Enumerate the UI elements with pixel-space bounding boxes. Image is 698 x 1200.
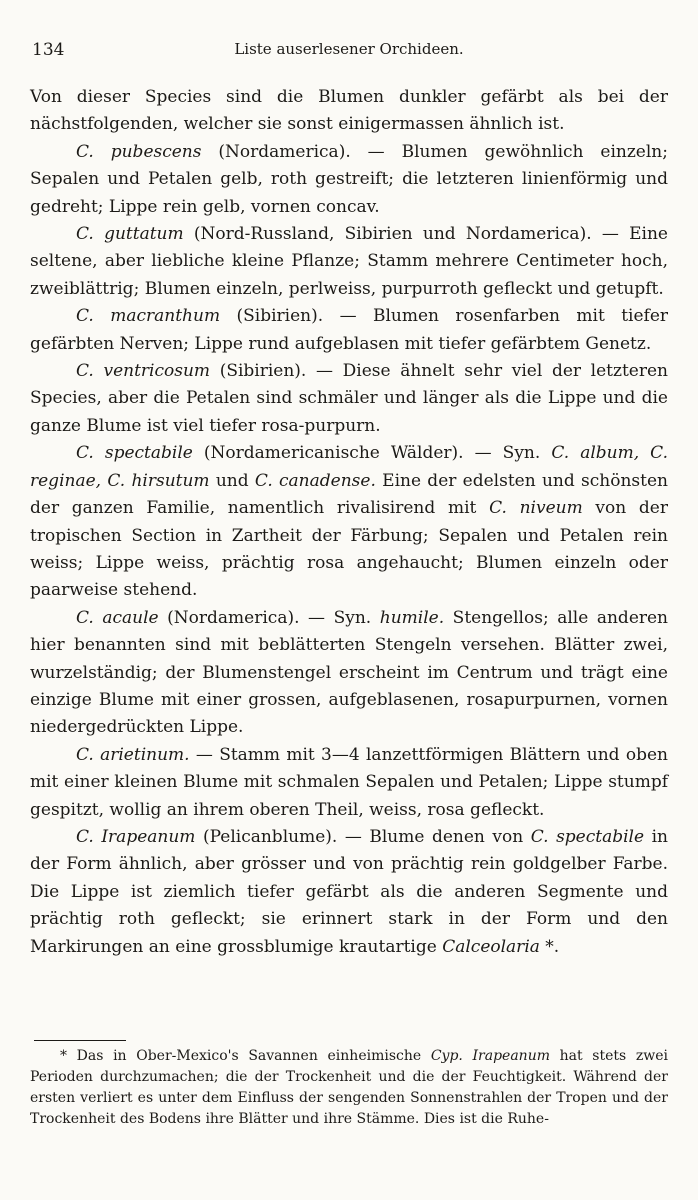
species-entry <box>30 824 668 961</box>
text-span: von der tropischen Section in Zartheit der Färbung; Sepalen und Petalen rein weiss; Lippe weiss, prächtig rosa angehaucht; Blumen einzeln oder paarweise stehend. <box>30 498 668 601</box>
text-span: (Pelicanblume). — Blume denen von <box>195 826 531 847</box>
synonym-names: C. album, C. reginae, C. hirsutum <box>30 443 668 491</box>
paragraph <box>30 84 668 139</box>
text-span: in der Form ähnlich, aber grösser und von prächtig rein goldgelber Farbe. Die Lippe ist ziemlich tiefer gefärbt als die anderen Segmente und prächtig roth gefleckt; sie erinnert stark in der Form und den Markirungen an eine grossblumige krautartige <box>30 826 668 957</box>
text-span: und <box>209 470 255 491</box>
footnote-text <box>30 1046 668 1130</box>
species-name: C. arietinum. <box>76 744 190 765</box>
species-name: C. guttatum <box>76 224 184 245</box>
species-name: C. pubescens <box>76 141 202 162</box>
species-entry <box>30 358 668 440</box>
species-name: C. spectabile <box>76 443 193 464</box>
footnote <box>30 1046 668 1130</box>
text-span: — Stamm mit 3—4 lanzettförmigen Blättern und oben mit einer kleinen Blume mit schmalen Sepalen und Petalen; Lippe stumpf gespitzt, wollig an ihrem oberen Theil, weiss, rosa gefleckt. <box>30 744 668 820</box>
text-span: (Sibirien). — Diese ähnelt sehr viel der letzteren Species, aber die Petalen sind schmäler und länger als die Lippe und die ganze Blume ist viel tiefer rosa-purpurn. <box>30 361 668 436</box>
species-entry <box>30 139 668 221</box>
species-name: C. Irapeanum <box>76 826 196 847</box>
species-entry <box>30 440 668 604</box>
species-reference: C. niveum <box>489 498 583 519</box>
species-entry <box>30 303 668 358</box>
species-name: C. macranthum <box>76 306 221 327</box>
text-span: Von dieser Species sind die Blumen dunkler gefärbt als bei der nächstfolgenden, welcher sie sonst einigermassen ähnlich ist. <box>30 87 668 135</box>
genus-reference: Calceolaria <box>442 936 540 957</box>
text-span: (Nord-Russland, Sibirien und Nordamerica). — Eine seltene, aber liebliche kleine Pflanze; Stamm mehrere Centimeter hoch, zweiblättrig; Blumen einzeln, perlweiss, purpurroth gefleckt und getupft. <box>30 224 668 299</box>
species-entry <box>30 605 668 742</box>
species-reference: Cyp. Irapeanum <box>430 1048 550 1064</box>
page-header <box>32 40 666 64</box>
species-name: C. ventricosum <box>76 361 211 382</box>
species-entry <box>30 221 668 303</box>
text-span: Eine der edelsten und schönsten der ganzen Familie, namentlich rivalisirend mit <box>30 470 669 519</box>
species-name: C. acaule <box>76 607 159 628</box>
text-span: Stengellos; alle anderen hier benannten sind mit beblätterten Stengeln versehen. Blätter zwei, wurzelständig; der Blumenstengel erscheint im Centrum und trägt eine einzige Blume mit einer grossen, aufgeblasenen, rosapurpurnen, vornen niedergedrückten Lippe. <box>30 607 669 738</box>
synonym-names: humile. <box>379 607 445 628</box>
species-entry <box>30 742 668 824</box>
text-span: (Nordamerica). — Syn. <box>158 607 380 628</box>
footnote-rule <box>34 1040 126 1041</box>
footnote-marker: *. <box>539 936 560 957</box>
text-span: (Sibirien). — Blumen rosenfarben mit tiefer gefärbten Nerven; Lippe rund aufgeblasen mit tiefer gefärbtem Genetz. <box>30 306 669 354</box>
species-reference: C. spectabile <box>530 826 645 847</box>
text-span: * Das in Ober-Mexico's Savannen einheimische <box>60 1048 431 1064</box>
synonym-names: C. canadense. <box>254 470 376 491</box>
text-span: hat stets zwei Perioden durchzumachen; die der Trockenheit und die der Feuchtigkeit. Während der ersten verliert es unter dem Einfluss der sengenden Sonnenstrahlen der Tropen und der Trockenheit des Bodens ihre Blätter und ihre Stämme. Dies ist die Ruhe- <box>30 1048 668 1127</box>
running-title: Liste auserlesener Orchideen. <box>234 40 464 58</box>
body-text <box>30 84 668 961</box>
text-span: (Nordamericanische Wälder). — Syn. <box>192 443 552 464</box>
text-span: (Nordamerica). — Blumen gewöhnlich einzeln; Sepalen und Petalen gelb, roth gestreift; die letzteren linienförmig und gedreht; Lippe rein gelb, vornen concav. <box>30 141 668 217</box>
page-number: 134 <box>32 40 65 60</box>
